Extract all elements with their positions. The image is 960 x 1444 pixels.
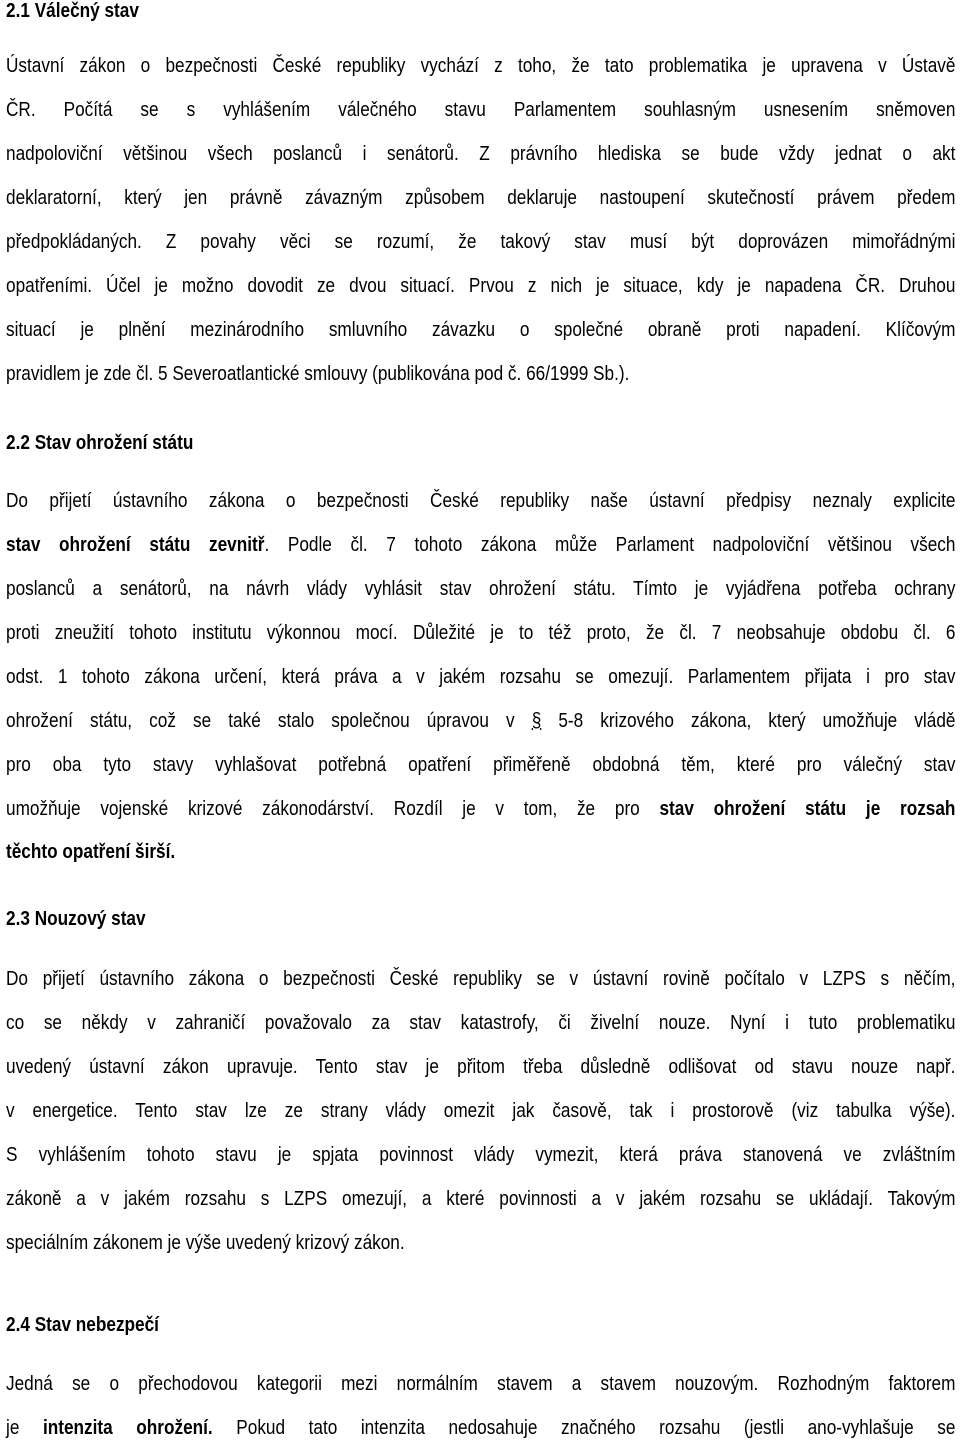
text-run: Ústavní zákon o bezpečnosti České republiky vychází z toho, že tato problematika je upravena v Ústavě bbox=[6, 55, 956, 77]
text-line bbox=[6, 362, 629, 386]
text-run: . Podle čl. 7 tohoto zákona může Parlament nadpoloviční většinou všech bbox=[264, 534, 956, 556]
section-heading-valecny-stav: 2.1 Válečný stav bbox=[6, 0, 139, 22]
text-line bbox=[6, 1011, 955, 1035]
text-run: uvedený ústavní zákon upravuje. Tento stav je přitom třeba důsledně odlišovat od stavu nouze např. bbox=[6, 1056, 956, 1078]
text-run: Pokud tato intenzita nedosahuje značného rozsahu (jestli ano-vyhlašuje se bbox=[212, 1417, 956, 1439]
section-heading-nouzovy-stav: 2.3 Nouzový stav bbox=[6, 908, 146, 930]
text-line bbox=[6, 1372, 955, 1396]
text-run: Do přijetí ústavního zákona o bezpečnosti České republiky se v ústavní rovině počítalo v LZPS s něčím, bbox=[6, 968, 956, 990]
text-run: odst. 1 tohoto zákona určení, která práva a v jakém rozsahu se omezují. Parlamentem přijata i pro stav bbox=[6, 666, 956, 688]
text-line bbox=[6, 709, 955, 733]
text-run: poslanců a senátorů, na návrh vlády vyhlásit stav ohrožení státu. Tímto je vyjádřena potřeba ochrany bbox=[6, 578, 956, 600]
text-line bbox=[6, 54, 955, 78]
bold-text: těchto opatření širší. bbox=[6, 841, 176, 863]
text-line bbox=[6, 489, 955, 513]
text-line bbox=[6, 230, 955, 254]
text-line bbox=[6, 533, 955, 557]
text-line bbox=[6, 1099, 955, 1123]
text-run: zákoně a v jakém rozsahu s LZPS omezují, a které povinnosti a v jakém rozsahu se ukládají. Takovým bbox=[6, 1188, 956, 1210]
section-sign: § bbox=[531, 710, 542, 732]
text-run: opatřeními. Účel je možno dovodit ze dvou situací. Prvou z nich je situace, kdy je napadena ČR. Druhou bbox=[6, 275, 956, 297]
text-line bbox=[6, 665, 955, 689]
text-run: Jedná se o přechodovou kategorii mezi normálním stavem a stavem nouzovým. Rozhodným faktorem bbox=[6, 1373, 956, 1395]
text-line bbox=[6, 1187, 955, 1211]
section-heading-stav-nebezpeci: 2.4 Stav nebezpečí bbox=[6, 1314, 159, 1336]
text-run: proti zneužití tohoto institutu výkonnou mocí. Důležité je to též proto, že čl. 7 neobsahuje obdobu čl. 6 bbox=[6, 622, 956, 644]
text-run: situací je plnění mezinárodního smluvního závazku o společné obraně proti napadení. Klíčovým bbox=[6, 319, 956, 341]
bold-text: stav ohrožení státu je rozsah bbox=[659, 798, 956, 820]
text-line bbox=[6, 967, 955, 991]
text-run: umožňuje vojenské krizové zákonodárství. Rozdíl je v tom, že pro bbox=[6, 798, 660, 820]
text-line bbox=[6, 621, 955, 645]
text-run: ohrožení státu, což se také stalo společnou úpravou v bbox=[6, 710, 532, 732]
text-line bbox=[6, 1416, 955, 1440]
text-line bbox=[6, 797, 955, 821]
text-run: pravidlem je zde čl. 5 Severoatlantické smlouvy (publikována pod č. 66/1999 Sb.). bbox=[6, 363, 630, 385]
text-run: S vyhlášením tohoto stavu je spjata povinnost vlády vymezit, která práva stanovená ve zvláštním bbox=[6, 1144, 956, 1166]
bold-text: intenzita ohrožení. bbox=[42, 1417, 213, 1439]
text-line bbox=[6, 1143, 955, 1167]
text-run: ČR. Počítá se s vyhlášením válečného stavu Parlamentem souhlasným usnesením sněmoven bbox=[6, 99, 956, 121]
text-line bbox=[6, 753, 955, 777]
text-run: co se někdy v zahraničí považovalo za stav katastrofy, či živelní nouze. Nyní i tuto problematiku bbox=[6, 1012, 956, 1034]
text-run: předpokládaných. Z povahy věci se rozumí, že takový stav musí být doprovázen mimořádnými bbox=[6, 231, 956, 253]
text-line bbox=[6, 186, 955, 210]
section-heading-stav-ohrozeni-statu: 2.2 Stav ohrožení státu bbox=[6, 432, 194, 454]
text-line bbox=[6, 1055, 955, 1079]
text-line bbox=[6, 142, 955, 166]
text-run: 5-8 krizového zákona, který umožňuje vládě bbox=[541, 710, 956, 732]
text-line bbox=[6, 1231, 405, 1255]
text-line bbox=[6, 318, 955, 342]
bold-text: stav ohrožení státu zevnitř bbox=[6, 534, 265, 556]
text-run: Do přijetí ústavního zákona o bezpečnosti České republiky naše ústavní předpisy neznaly explicite bbox=[6, 490, 956, 512]
text-line bbox=[6, 577, 955, 601]
text-run: deklaratorní, který jen právně závazným způsobem deklaruje nastoupení skutečností právem předem bbox=[6, 187, 956, 209]
text-line bbox=[6, 274, 955, 298]
text-line bbox=[6, 840, 175, 864]
text-run: nadpoloviční většinou všech poslanců i senátorů. Z právního hlediska se bude vždy jednat o akt bbox=[6, 143, 956, 165]
text-line bbox=[6, 98, 955, 122]
text-run: pro oba tyto stavy vyhlašovat potřebná opatření přiměřeně obdobná těm, které pro válečný stav bbox=[6, 754, 956, 776]
text-run: speciálním zákonem je výše uvedený krizový zákon. bbox=[6, 1232, 405, 1254]
text-run: je bbox=[6, 1417, 43, 1439]
text-run: v energetice. Tento stav lze ze strany vlády omezit jak časově, tak i prostorově (viz tabulka výše). bbox=[6, 1100, 956, 1122]
